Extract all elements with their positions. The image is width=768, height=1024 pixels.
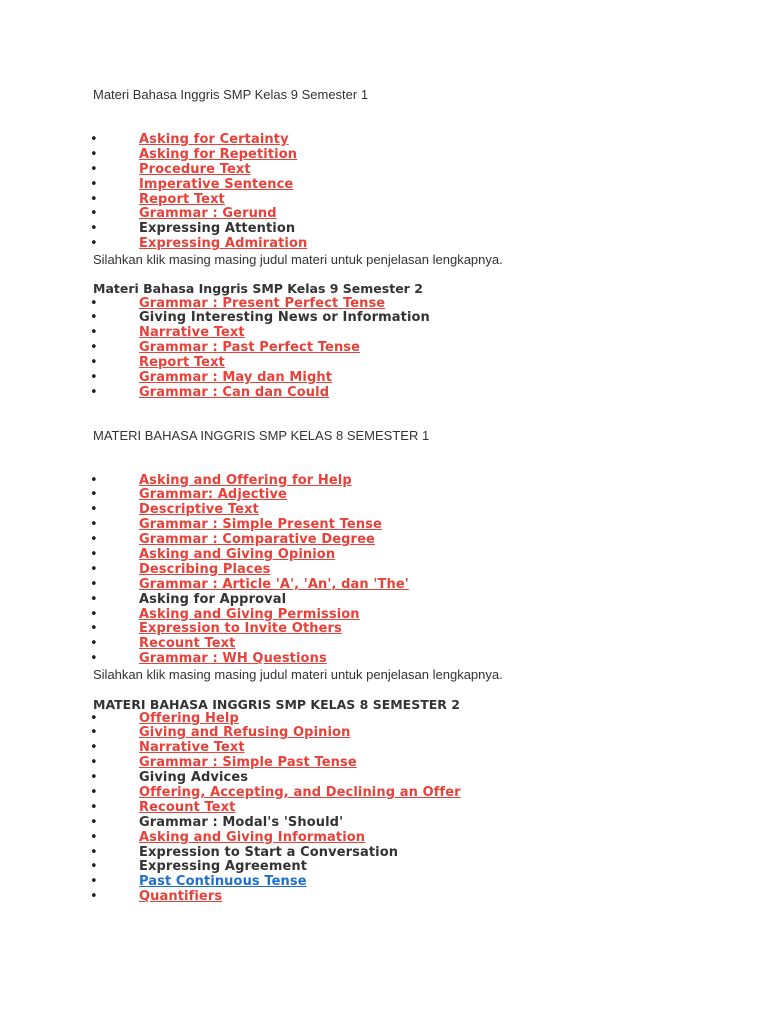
bullet-icon: • [90,384,98,400]
topic-link[interactable]: Expression to Invite Others [139,621,342,637]
bullet-icon: • [90,636,98,652]
bullet-icon: • [90,176,98,192]
bullet-icon: • [90,814,98,830]
bullet-icon: • [90,859,98,875]
bullet-icon: • [90,591,98,607]
bullet-icon: • [90,295,98,311]
topic-link[interactable]: Grammar : Simple Present Tense [139,517,382,533]
topic-link[interactable]: Narrative Text [139,740,245,756]
bullet-icon: • [90,546,98,562]
bullet-icon: • [90,740,98,756]
bullet-icon: • [90,146,98,162]
bullet-icon: • [90,844,98,860]
section-note: Silahkan klik masing masing judul materi untuk penjelasan lengkapnya. [93,252,503,267]
topic-link[interactable]: Report Text [139,191,225,207]
bullet-icon: • [90,472,98,488]
bullet-icon: • [90,369,98,385]
bullet-icon: • [90,889,98,905]
topic-link[interactable]: Grammar : WH Questions [139,651,327,667]
topic-link[interactable]: Grammar : Simple Past Tense [139,755,357,771]
topic-link[interactable]: Grammar : Gerund [139,206,277,222]
section-heading: MATERI BAHASA INGGRIS SMP KELAS 8 SEMESTER 2 [93,697,460,712]
bullet-icon: • [90,206,98,222]
section-note: Silahkan klik masing masing judul materi untuk penjelasan lengkapnya. [93,667,503,682]
topic-link[interactable]: Grammar : Article 'A', 'An', dan 'The' [139,576,409,592]
topic-label: Expression to Start a Conversation [139,844,399,860]
topic-link[interactable]: Past Continuous Tense [139,874,307,890]
bullet-icon: • [90,770,98,786]
topic-link[interactable]: Asking and Offering for Help [139,472,352,488]
topic-label: Expressing Attention [139,221,296,237]
bullet-icon: • [90,161,98,177]
topic-link[interactable]: Report Text [139,355,225,371]
topic-link[interactable]: Recount Text [139,799,236,815]
bullet-icon: • [90,874,98,890]
topic-link[interactable]: Asking and Giving Information [139,829,366,845]
bullet-icon: • [90,502,98,518]
topic-link[interactable]: Expressing Admiration [139,236,308,252]
topic-link[interactable]: Grammar : Can dan Could [139,384,330,400]
topic-link[interactable]: Describing Places [139,561,271,577]
topic-label: Giving Advices [139,770,249,786]
topic-link[interactable]: Asking for Repetition [139,146,298,162]
topic-link[interactable]: Grammar : May dan Might [139,369,333,385]
topic-link[interactable]: Quantifiers [139,889,223,905]
bullet-icon: • [90,355,98,371]
topic-link[interactable]: Grammar : Comparative Degree [139,532,375,548]
topic-link[interactable]: Offering Help [139,710,239,726]
bullet-icon: • [90,561,98,577]
bullet-icon: • [90,487,98,503]
topic-link[interactable]: Asking and Giving Opinion [139,546,336,562]
topic-link[interactable]: Descriptive Text [139,502,259,518]
bullet-icon: • [90,784,98,800]
section-heading: Materi Bahasa Inggris SMP Kelas 9 Semester 2 [93,281,423,296]
topic-link[interactable]: Imperative Sentence [139,176,294,192]
bullet-icon: • [90,651,98,667]
bullet-icon: • [90,340,98,356]
topic-link[interactable]: Offering, Accepting, and Declining an Offer [139,784,461,800]
topic-link[interactable]: Grammar : Present Perfect Tense [139,295,386,311]
topic-label: Expressing Agreement [139,859,308,875]
bullet-icon: • [90,236,98,252]
bullet-icon: • [90,606,98,622]
topic-label: Giving Interesting News or Information [139,310,430,326]
bullet-icon: • [90,829,98,845]
topic-link[interactable]: Narrative Text [139,325,245,341]
bullet-icon: • [90,799,98,815]
topic-label: Grammar : Modal's 'Should' [139,814,344,830]
topic-link[interactable]: Asking and Giving Permission [139,606,360,622]
bullet-icon: • [90,132,98,147]
bullet-icon: • [90,532,98,548]
topic-link[interactable]: Grammar: Adjective [139,487,287,503]
bullet-icon: • [90,621,98,637]
bullet-icon: • [90,755,98,771]
bullet-icon: • [90,517,98,533]
bullet-icon: • [90,221,98,237]
topic-link[interactable]: Procedure Text [139,161,251,177]
bullet-icon: • [90,725,98,741]
bullet-icon: • [90,710,98,726]
bullet-icon: • [90,576,98,592]
topic-label: Asking for Approval [139,591,287,607]
topic-link[interactable]: Grammar : Past Perfect Tense [139,340,361,356]
section-heading: MATERI BAHASA INGGRIS SMP KELAS 8 SEMESTER 1 [93,428,430,443]
section-heading: Materi Bahasa Inggris SMP Kelas 9 Semester 1 [93,87,369,102]
bullet-icon: • [90,310,98,326]
topic-link[interactable]: Asking for Certainty [139,132,289,147]
topic-link[interactable]: Recount Text [139,636,236,652]
bullet-icon: • [90,191,98,207]
topic-link[interactable]: Giving and Refusing Opinion [139,725,351,741]
bullet-icon: • [90,325,98,341]
